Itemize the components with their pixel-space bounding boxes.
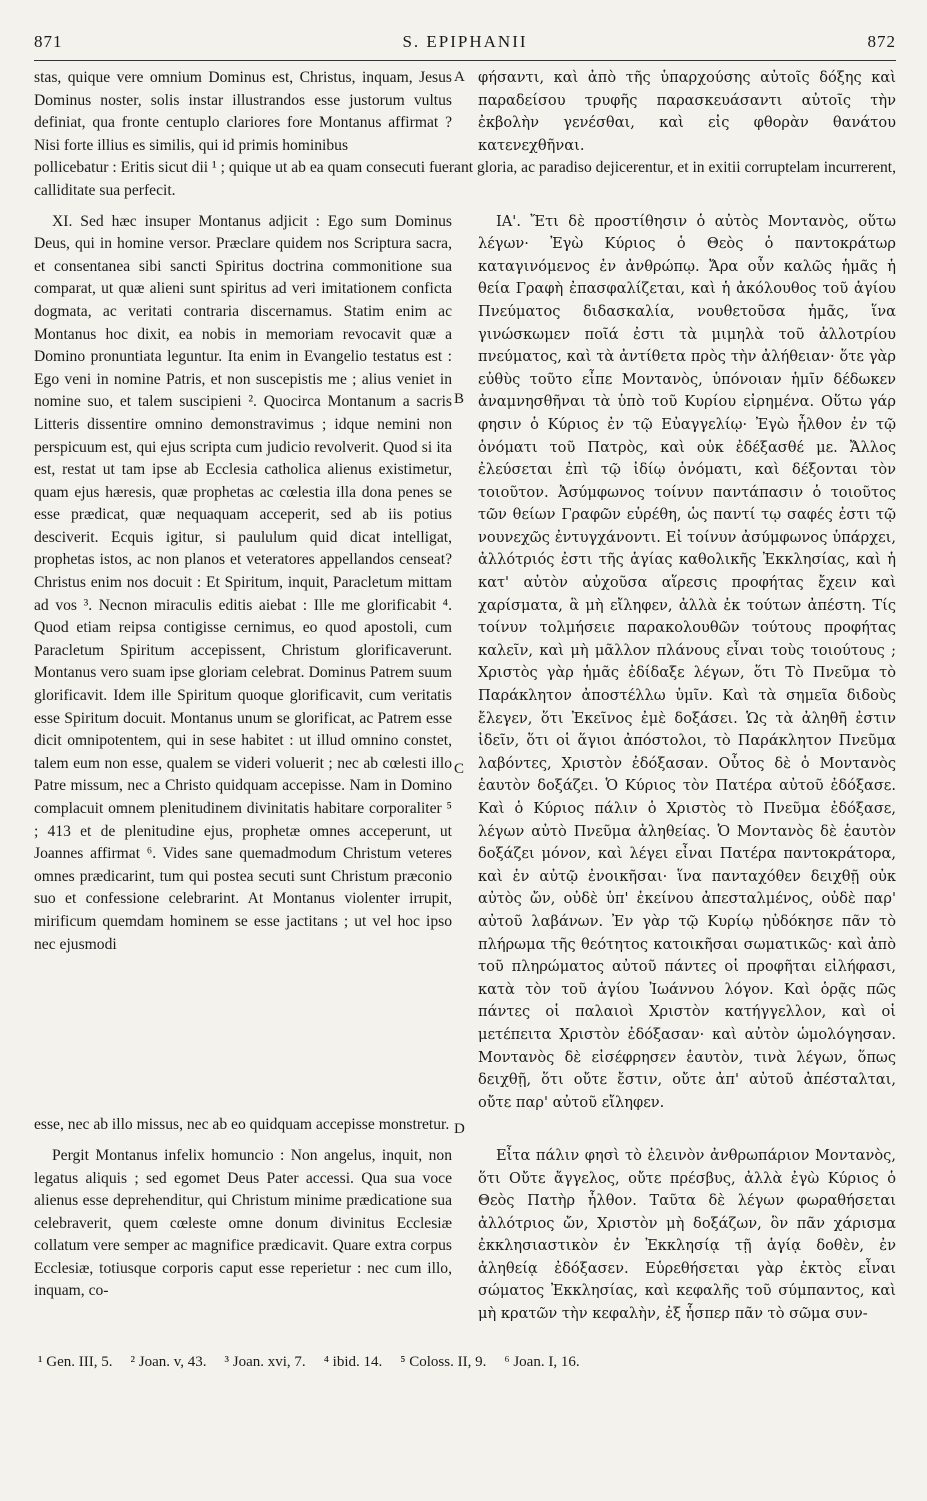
margin-letter-c: C — [454, 760, 465, 777]
latin-column-1: stas, quique vere omnium Dominus est, Christus, inquam, Jesus Dominus noster, solis instar illustrandos esse justorum vultus definiat, qua fronte centuplo clariores fore Montanus affirmat ? Nisi forte illius es similis, qui id primis hominibus — [34, 69, 452, 154]
footnote-1: ¹ Gen. III, 5. — [38, 1353, 113, 1370]
footnote-3: ³ Joan. xvi, 7. — [224, 1353, 306, 1370]
header-rule — [34, 60, 896, 61]
footnote-6: ⁶ Joan. I, 16. — [504, 1353, 580, 1370]
right-page-number: 872 — [867, 32, 896, 51]
greek-column-1: φήσαντι, καὶ ἀπὸ τῆς ὑπαρχούσης αὐτοῖς δόξης καὶ παραδείσου τρυφῆς παρασκευάσαντι αὐτοῖς τὴν ἐκβολὴν γενέσθαι, καὶ εἰς φθορὰν θανάτου κατενεχθῆναι. — [478, 69, 896, 154]
footnotes — [34, 1354, 896, 1371]
footnote-4: ⁴ ibid. 14. — [323, 1353, 383, 1370]
latin-column-3: Pergit Montanus infelix homuncio : Non angelus, inquit, non legatus aliquis ; sed egomet Deus Pater accessi. Qua sua voce alienus esse deprehenditur, qui Christum minime prædicatione sua celebraverit, quem cœleste omne donum divinitus Ecclesiæ collatum vere semper ac magnifice prædicavit. Quare extra corpus Ecclesiæ, totiusque corporis caput esse reperietur : nec cum illo, inquam, co- — [34, 1146, 452, 1300]
left-page-number: 871 — [34, 32, 63, 51]
greek-column-2: ΙΑ'. Ἔτι δὲ προστίθησιν ὁ αὐτὸς Μοντανὸς, οὕτω λέγων· Ἐγὼ Κύριος ὁ Θεὸς ὁ παντοκράτωρ καταγινόμενος ἐν ἀνθρώπῳ. Ἄρα οὖν καλῶς ἡμᾶς ἡ θεία Γραφὴ ἐπασφαλίζεται, καὶ ἡ ἀκόλουθος τοῦ ἁγίου Πνεύματος διδασκαλία, νουθετοῦσα ἡμᾶς, ἵνα γινώσκωμεν ποῖά ἐστι τὰ μιμηλὰ τοῦ ἀλλοτρίου πνεύματος, καὶ τὰ ἀντίθετα πρὸς τὴν ἀλήθειαν· ὅτε γὰρ εὐθὺς τοῦτο εἶπε Μοντανὸς, ὑπόνοιαν ἡμῖν δέδωκεν ἀναμνησθῆναι τὰ ὑπὸ τοῦ Κυρίου εἰρημένα. Οὕτω γάρ φησιν ὁ Κύριος ἐν τῷ Εὐαγγελίῳ· Ἐγὼ ἦλθον ἐν τῷ ὀνόματι τοῦ Πατρὸς, καὶ οὐκ ἐδέξασθέ με. Ἄλλος ἐλεύσεται ἐπὶ τῷ ἰδίῳ ὀνόματι, καὶ δέξονται τὸν τοιοῦτον. Ἀσύμφωνος τοίνυν παντάπασιν ὁ τοιοῦτος τῶν θείων Γραφῶν εὑρέθη, ὡς παντί τῳ σαφές ἐστι τῷ νουνεχῶς ἐντυγχάνοντι. Εἰ τοίνυν ἀσύμφωνος ὑπάρχει, ἀλλότριός ἐστι τῆς ἁγίας καθολικῆς Ἐκκλησίας, καὶ ἡ κατ' αὐτὸν αὐχοῦσα αἵρεσις προφήτας ἔχειν καὶ χαρίσματα, ἃ μὴ εἴληφεν, ἀλλὰ ἐκ τούτων ἀπέστη. Τίς τοίνυν τολμήσειε παρακολουθῶν τούτους προφήτας καλεῖν, καὶ μὴ μᾶλλον πλάνους εἶναι τοὺς τοιούτους ; Χριστὸς γὰρ ἡμᾶς ἐδίδαξε λέγων, ὅτι Τὸ Πνεῦμα τὸ Παράκλητον ἀποστέλλω ὑμῖν. Καὶ τὰ σημεῖα διδοὺς ἔλεγεν, ὅτι Ἐκεῖνος ἐμὲ δοξάσει. Ὡς τὰ ἀληθῆ ἐστιν ἰδεῖν, ὅτι οἱ ἅγιοι ἀπόστολοι, τὸ Παράκλητον Πνεῦμα λαβόντες, Χριστὸν ἐδόξασαν. Οὗτος δὲ ὁ Μοντανὸς ἑαυτὸν δοξάζει. Ὁ Κύριος τὸν Πατέρα αὐτοῦ ἐδόξασε. Καὶ ὁ Κύριος πάλιν ὁ Χριστὸς τὸ Πνεῦμα ἐδόξασε, λέγων αὐτὸ Πνεῦμα ἀληθείας. Ὁ Μοντανὸς δὲ ἑαυτὸν δοξάζει μόνον, καὶ λέγει εἶναι Πατέρα παντοκράτορα, καὶ ἐν αὐτῷ ἐνοικῆσαι· ἵνα πανταχόθεν δειχθῇ οὐκ αὐτὸς ὤν, οὐδὲ ὑπ' ἐκείνου ἀπεσταλμένος, οὐδὲ παρ' αὐτοῦ λαβάνων. Ἐν γὰρ τῷ Κυρίῳ ηὐδόκησε πᾶν τὸ πλήρωμα τῆς θεότητος κατοικῆσαι σωματικῶς· καὶ ἀπὸ τοῦ πληρώματος αὐτοῦ πάντες οἱ προφῆται εἰλήφασι, κατὰ τὸν τοῦ ἁγίου Ἰωάννου λόγον. Καὶ ὁρᾷς πῶς πάντες οἱ παλαιοὶ Χριστὸν κατήγγελλον, καὶ οἱ μετέπειτα Χριστὸν ἐδόξασαν· καὶ αὐτὸν ὡμολόγησαν. Μοντανὸς δὲ εἰσέφρησεν ἑαυτὸν, τινὰ λέγων, ὅπως δειχθῇ, ὅτι οὔτε ἔστιν, οὔτε ἀπ' αὐτοῦ ἀπέσταλται, οὔτε παρ' αὐτοῦ εἴληφεν. — [478, 212, 896, 1111]
full-width-line-2: esse, nec ab illo missus, nec ab eo quidquam accepisse monstretur. — [34, 1116, 450, 1134]
margin-letter-b: B — [454, 390, 465, 407]
page — [34, 32, 896, 1371]
margin-letter-a: A — [454, 69, 465, 85]
section-1 — [34, 67, 896, 157]
footnote-2: ² Joan. v, 43. — [130, 1353, 207, 1370]
section-3 — [34, 1145, 896, 1326]
latin-column-2: XI. Sed hæc insuper Montanus adjicit : Ego sum Dominus Deus, qui in homine versor. Præclare quidem nos Scriptura sacra, et consentanea sibi sancti Spiritus doctrina commonitione sua comparat, ut quæ alieni sunt spiritus ad veri imitationem conficta dogmata, ac veritati contraria discernamus. Statim enim ac Montanus hoc dixit, ea nobis in memoriam revocavit quæ a Domino pronuntiata leguntur. Ita enim in Evangelio testatus est : Ego veni in nomine Patris, et non suscepistis me ; alius veniet in nomine suo, et talem suscipieni ². Quocirca Montanum a sacris Litteris dissentire omnino demonstravimus ; idque nemini non perspicuum est, qui ejus scripta cum judicio revolverit. Quod si ita est, restat ut tam ipse ab Ecclesia catholica alienus existimetur, quam ejus hæresis, quæ prophetas ac cœlestia illa dona penes se esse prædicat, quæ nequaquam acceperit, sed ab iis potius desciverit. Ecquis igitur, si paululum quid dicat intelligat, prophetas istos, ac non planos et veteratores appellandos censeat? Christus enim nos docuit : Et Spiritum, inquit, Paracletum mittam ad vos ³. Necnon miraculis editis aiebat : Ille me glorificabit ⁴. Quod etiam reipsa contigisse cernimus, eo quod apostoli, cum Paracletum Spiritum accepissent, Christum glorificaverunt. Montanus vero suam ipse gloriam celebrat. Dominus Patrem suum glorificavit. Idem ille Spiritum quoque glorificavit, cum veritatis esse Spiritum docuit. Montanus unum se glorificat, ac Patrem esse dicit omnipotentem, qui in sese habitet : ut illud omnino constet, talem eum non esse, qualem se videri voluerit ; nec ab cœlesti illo Patre missum, nec a Christo quidquam accepisse. Nam in Domino complacuit omnem plenitudinem divinitatis habitare corporaliter ⁵ ; 413 et de plenitudine ejus, prophetæ omnes acceperunt, ut Joannes affirmat ⁶. Vides sane quemadmodum Christum veteres omnes prædicarint, tum qui postea secuti sunt Christum præconio suo et confessione celebrarint. At Montanus violenter irrupit, mirificum quemdam hominem se esse jactitans ; ut vel hoc ipso nec ejusmodi — [34, 212, 452, 953]
margin-letter-d: D — [454, 1120, 465, 1137]
page-header — [34, 32, 896, 58]
full-width-line-1: pollicebatur : Eritis sicut dii ¹ ; quique ut ab ea quam consecuti fuerant gloria, ac paradiso dejicerentur, et in exitii corruptelam incurrerent, calliditate sua perfecit. — [34, 159, 896, 199]
running-title: S. EPIPHANII — [402, 32, 528, 51]
footnote-5: ⁵ Coloss. II, 9. — [400, 1353, 487, 1370]
greek-column-3: Εἶτα πάλιν φησὶ τὸ ἐλεινὸν ἀνθρωπάριον Μοντανὸς, ὅτι Οὔτε ἄγγελος, οὔτε πρέσβυς, ἀλλὰ ἐγὼ Κύριος ὁ Θεὸς Πατὴρ ἦλθον. Ταῦτα δὲ λέγων φωραθήσεται ἀλλότριος ὤν, Χριστὸν μὴ δοξάζων, ὃν πᾶν χάρισμα ἐκκλησιαστικὸν ἐν Ἐκκλησίᾳ τῇ ἁγίᾳ δοθὲν, ἐν ἀληθείᾳ ἐδόξασεν. Εὑρεθήσεται γὰρ ἐκτὸς εἶναι σώματος Ἐκκλησίας, καὶ κεφαλῆς τοῦ σύμπαντος, καὶ μὴ κρατῶν τὴν κεφαλὴν, ἐξ ἧσπερ πᾶν τὸ σῶμα συν- — [478, 1146, 896, 1323]
